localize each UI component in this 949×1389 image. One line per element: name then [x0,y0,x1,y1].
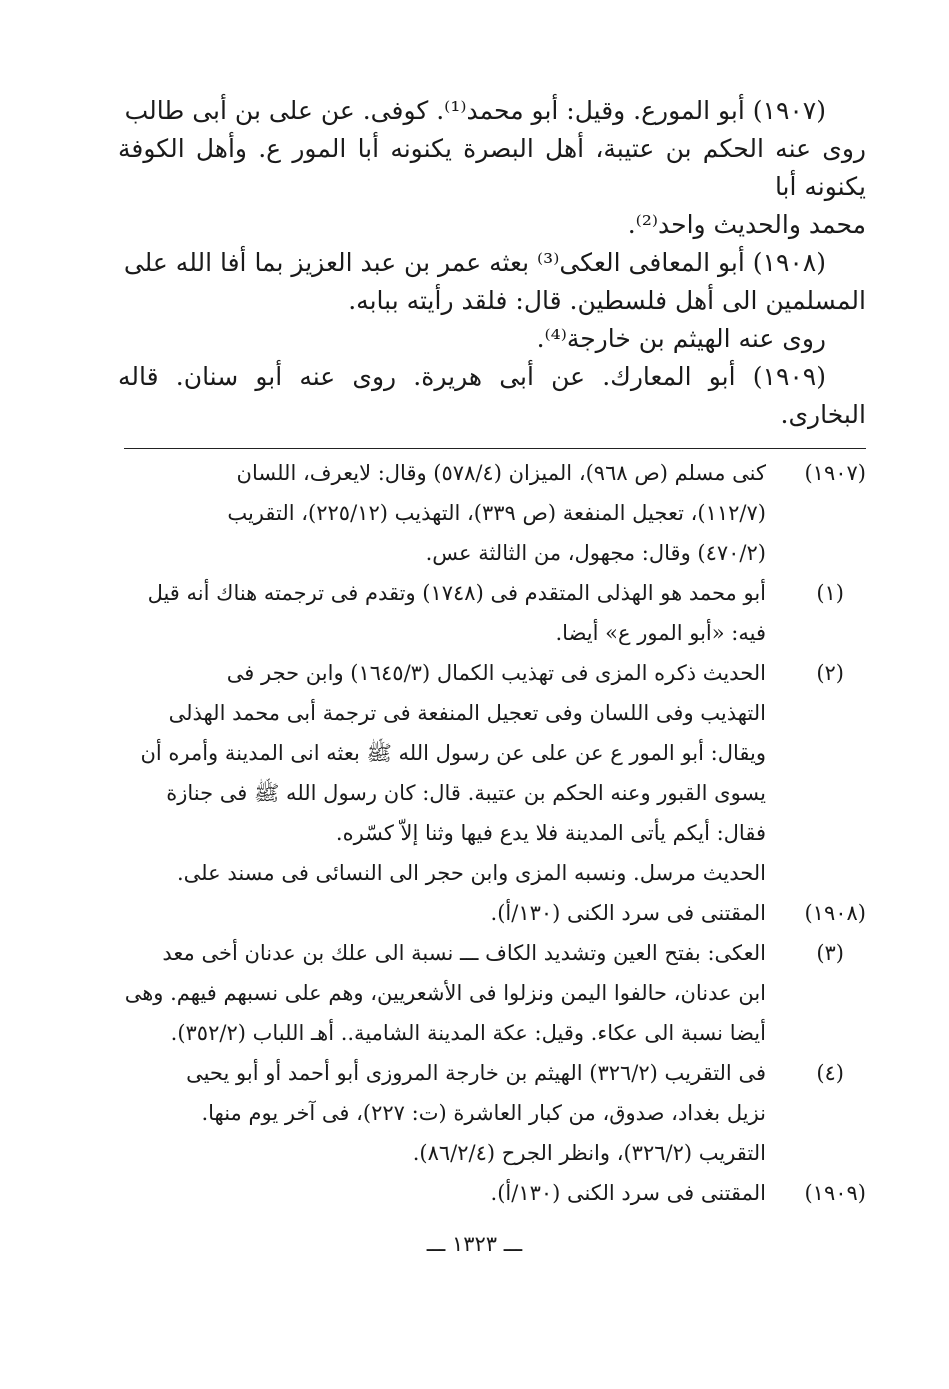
footnote-line: العكى: بفتح العين وتشديد الكاف ـــ نسبة الى علك بن عدنان أخى معد [162,941,766,965]
entry-1907-line-3: محمد والحديث واحد⁽²⁾. [627,210,866,239]
footnote-line: فقال: أيكم يأتى المدينة فلا يدع فيها وثنا إلاّ كسّره. [335,821,766,845]
footnote-line: ويقال: أبو المور ع عن على عن رسول الله ﷺ بعثه انى المدينة وأمره أن [140,741,766,765]
footnote-line: المقتنى فى سرد الكنى (١٣٠/أ). [490,1181,766,1205]
footnotes [118,453,866,1213]
footnote-number: (٤) [816,1061,844,1085]
footnote-text [118,1053,766,1173]
footnote-number: (١٩٠٧) [804,461,866,485]
page-number: ـــ ١٣٢٣ ـــ [426,1232,523,1256]
entry-1908 [118,244,866,320]
footnote-number: (١٩٠٨) [804,901,866,925]
footnote-line: الحديث ذكره المزى فى تهذيب الكمال (١٦٤٥/٣) وابن حجر فى [226,661,766,685]
footnote-1909 [118,1173,866,1213]
page-body [118,92,866,1213]
footnote-line: التهذيب وفى اللسان وفى تعجيل المنفعة فى ترجمة أبى محمد الهذلى [168,701,766,725]
footnote-text [118,1173,766,1213]
footnote-4 [118,1053,866,1173]
footnote-2-continuation: الحديث مرسل. ونسبه المزى وابن حجر الى النسائى فى مسند على. [176,861,766,885]
footnote-text [118,653,766,853]
main-text [118,92,866,434]
footnote-line: أبو محمد هو الهذلى المتقدم فى (١٧٤٨) وتقدم فى ترجمته هناك أنه قيل [147,581,766,605]
entry-1907 [118,92,866,244]
footnote-number: (١٩٠٩) [804,1181,866,1205]
footnote-2 [118,653,866,853]
footnote-text [118,573,766,653]
footnote-line: المقتنى فى سرد الكنى (١٣٠/أ). [490,901,766,925]
entry-1908-narrator-line: روى عنه الهيثم بن خارجة⁽⁴⁾. [536,324,826,353]
footnote-number: (٢) [816,661,844,685]
footnote-1908 [118,893,866,933]
footnote-line: (٤٧٠/٢) وقال: مجهول، من الثالثة عس. [425,541,766,565]
footnote-3 [118,933,866,1053]
footnote-line: يسوى القبور وعنه الحكم بن عتيبة. قال: كان رسول الله ﷺ فى جنازة [166,781,766,805]
footnote-text [118,933,766,1053]
footnote-line: نزيل بغداد، صدوق، من كبار العاشرة (ت: ٢٢٧)، فى آخر يوم منها. [201,1101,766,1125]
footnote-line: أيضا نسبة الى عكاء. وقيل: عكة المدينة الشامية.. أهـ اللباب (٣٥٢/٢). [170,1021,766,1045]
entry-1908-narrator [118,320,866,358]
footnote-number: (٣) [816,941,844,965]
footnote-divider [124,448,866,449]
footnote-text [118,893,766,933]
footnote-line: فيه: «أبو المور ع» أيضا. [555,621,766,645]
footnote-line: كنى مسلم (ص ٩٦٨)، الميزان (٥٧٨/٤) وقال: لايعرف، اللسان [236,461,766,485]
footnote-line: ابن عدنان، حالفوا اليمن ونزلوا فى الأشعريين، وهم على نسبهم فيهم. وهى [124,981,766,1005]
footnote-line: (١١٢/٧)، تعجيل المنفعة (ص ٣٣٩)، التهذيب (٢٢٥/١٢)، التقريب [227,501,766,525]
footnote-line: التقريب (٣٢٦/٢)، وانظر الجرح (٨٦/٢/٤). [412,1141,766,1165]
footnote-line: فى التقريب (٣٢٦/٢) الهيثم بن خارجة المروزى أبو أحمد أو أبو يحيى [186,1061,766,1085]
footnote-1907 [118,453,866,573]
footnote-text [118,453,766,573]
footnote-number: (١) [816,581,844,605]
entry-1908-line-2: المسلمين الى أهل فلسطين. قال: فلقد رأيته ببابه. [348,286,866,315]
entry-1907-line-2: روى عنه الحكم بن عتيبة، أهل البصرة يكنونه أبا المور ع. وأهل الكوفة يكنونه أبا [118,134,866,201]
entry-1908-line-1: (١٩٠٨) أبو المعافى العكى⁽³⁾ بعثه عمر بن عبد العزيز بما أفا الله على [123,248,826,277]
footnote-1 [118,573,866,653]
entry-1909-line-1: (١٩٠٩) أبو المعارك. عن أبى هريرة. روى عنه أبو سنان. قاله البخارى. [118,362,866,429]
entry-1909 [118,358,866,434]
entry-1907-line-1: (١٩٠٧) أبو المورع. وقيل: أبو محمد⁽¹⁾. كوفى. عن على بن أبى طالب [124,96,826,125]
